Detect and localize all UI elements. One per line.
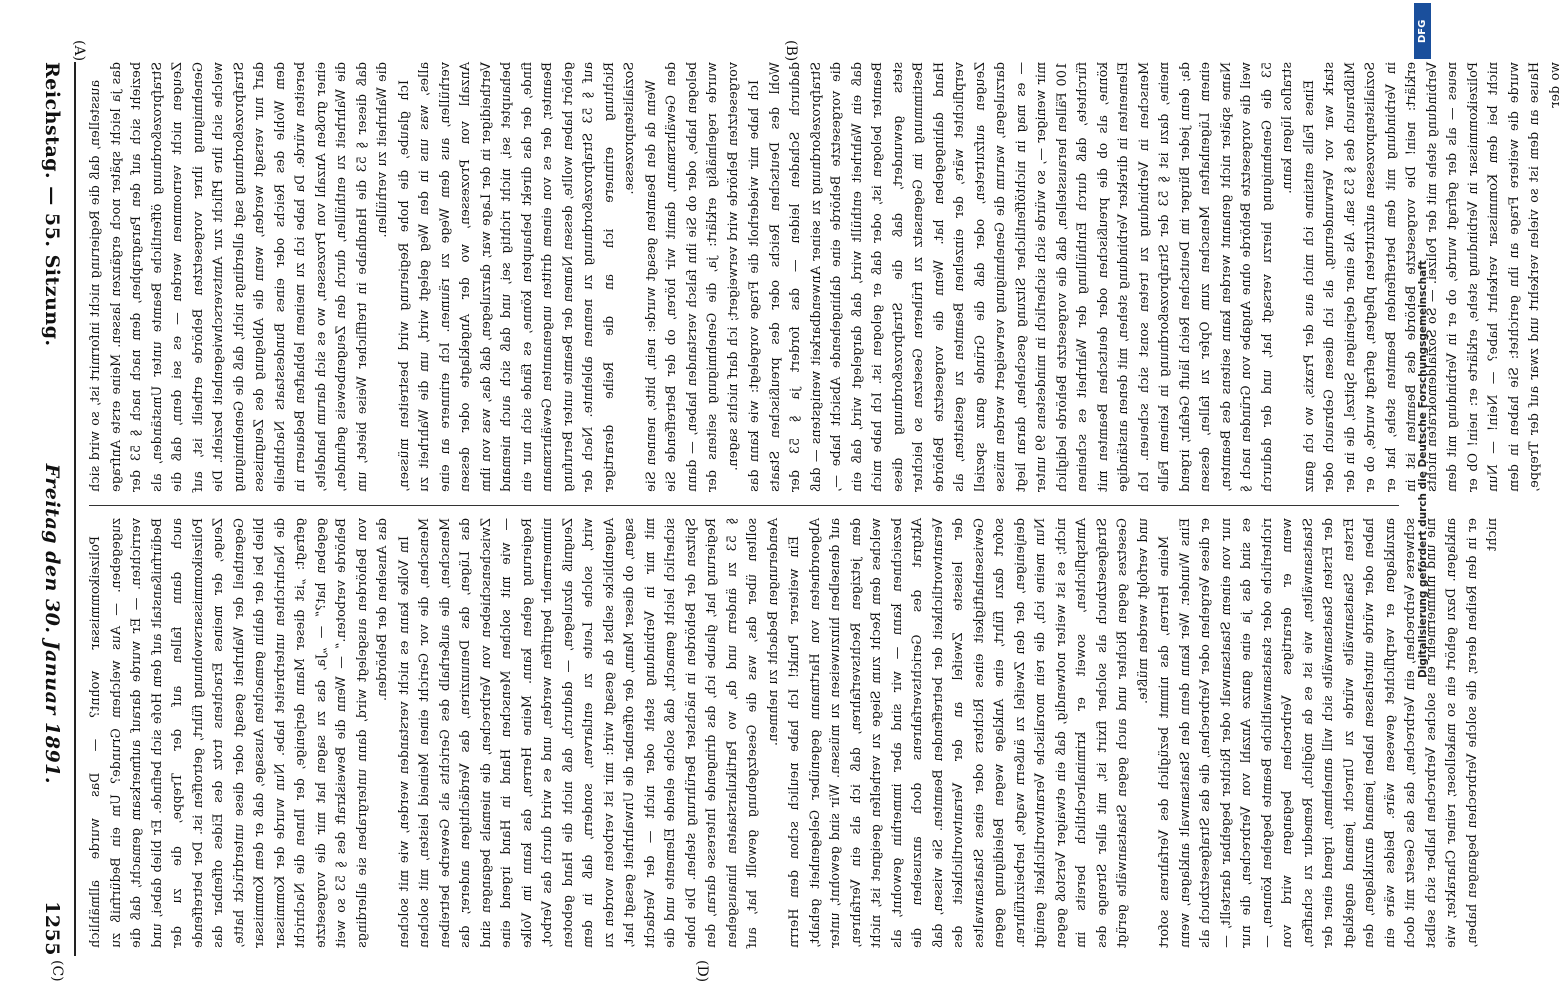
margin-marker-a: (A) [71, 40, 87, 62]
paragraph: Ich habe mir wiederholt die Frage vorgelegt: wie kann das Wohl des Deutschen Reichs oder des preußischen Staats dadurch Schaden leiden — das fordert ja § 53 der Strafprozeßordnung zu seiner Anwendbarkeit wenigstens — daß die vorgesetzte Behörde eine dahingehende Absicht habe —, daß ein Wahrheit enthüllt wird, daß dargelegt wird, daß ein Beamter belogen ist, oder daß er gelogen ist. Ich habe mich stets gewundert, daß die Strafprozeßordnung diese Bestimmung im Gegensatz zu früheren Gesetzen so leichter Hand dahingegeben hat. Wenn die vorgesetzte Behörde verpflichtet wäre, der einzelnen Beamten zu gestatten, als Zeugen aufzutreten, oder daß die Gründe ganz speziell darzulegen, warum die Genehmigung verweigert werden müsse — es mag in nichtöffentlicher Sitzung geschehen, daran liegt mir weniger —, so würde sich sicherlich in mindestens 99 unter 100 Fällen herausstellen, daß die vorgesetzte Behörde lediglich fürchtete, daß durch Enthüllung der Wahrheit es scheinen könne, als ob die preußischen oder deutschen Beamten mit Elementen in direkter Verbindung stehen, mit denen anständige Menschen in Verbindung zu treten sonst sich scheuen. Ich meine, dazu ist § 53 der Strafprozeßordnung in keinem Falle da; denn jeder Bürger im Deutschen Reich läuft Gefahr, irgend einem Lügenhaften Menschen zum Opfer zu fallen, dessen Name später nicht genannt werden kann seitens des Beamten, weil die vorgesetzte Behörde ohne Angabe von Gründen nach § 53 die Genehmigung hierzu versagt hat, und der dadurch straflos lügen kann. [746, 62, 1294, 492]
paragraph: Eines Falls entsinne ich mich aus der Praxis, wo ich ganz stark war vor Verwunderung, als ich diesen Gebrauch oder Mißbrauch des § 53 sah. Als einer derjenigen Spitzel, die in der Sozialistenprozessen aufzutreten pflegten, gefragt wurde, ob er in Verbindung mit dem betreffenden Beamten stehe, hat er erklärt: nein! Die vorgesetzte Behörde des Beamten ist in Verbindung stehe mit der Polizei. — So Sozialdemokraten nichts neues — als der gefragt wurde, ob er in Verbindung mit dem Polizeikommissar in Verbindung stehe, erklärte er: nein! Ob er nicht bei dem Kommissar verkehrt habe? — Nein! — Nun wurde die weitere Frage an ihn gerichtet: Sie haben in dem Hause an dem ist so vielen verkehrt und zwar auf der Treppe, wo der [1300, 62, 1562, 492]
digitization-credit: Digitalisierung gefördert durch die Deutsche Forschungsgemeinschaft [1417, 260, 1429, 678]
paragraph: Im Volke kann es nicht verstanden werden, wie mit solchen Menschen, die vor Gericht einen Meineid leisten, mit solchen Menschen, die außerhalb des Gerichts als Gewerbe betreiben das Lügen, das Denunziren, das Verdächtigen anderer, das Zwischenschieben von Verbrechen, die niemals begangen sind — wie mit solchen Menschen Hand in Hand irgend eine Regierung gehen kann. Meine Herren, das kann im Volke nimmermehr begriffen werden, und es wird durch das Verbot, Zeugniß abzulegen, — dadurch, daß nicht die Hand geboten wird, solche Leute zu entlarven, sondern, daß in dem Augenblicke selbst da gesagt wird: mir ist verboten worden zu sagen, ob dieser Mann, der offenbar die Unwahrheit gesagt hat, mit mir in Verbindung steht oder nicht — der Verdacht sicherlich leicht gemacht, daß solche elende Elemente und die Spitzen der Behörden in nächster Berührung stehen. Die hohe Regierung hat, glaube ich, das dringende Interesse daran, den § 53 zu ändern und da, wo Partikularstaaten hinausgehen sollten über das, was die Gesetzgebung gewollt hat, auf Aenderungen Bedacht zu nehmen. [395, 518, 780, 948]
paragraph: Wenn da den Beamten gesagt wurde: nein, bitte, nennen Sie den Gewährsmann, damit wir hören, ob der Betreffende Sie belogen habe, oder ob Sie ihn falsch verstanden haben, — dann wurde regelmäßig erklärt: ja, die Genehmigung seitens der vorgesetzten Behörde wird verweigert; ich darf nichts sagen. [642, 62, 740, 492]
header-date: Freitag den 30. Januar 1891. [41, 463, 63, 784]
paragraph: Ein weiterer Punkt! Ich habe neulich schon dem Herrn Abgeordneten von Hartmann gegenüber Gelegenheit gehabt, auf denselben hinzuweisen zu müssen. Wir sind gewohnt, unter dem jetzigen Rechtsverfahren, daß ich als ein Verfahren, welches dem Recht zum Siege zu verhelfen geeignet ist, nicht bezeichnen kann — wir sind aber immerhin gewohnt, als Aktgrat des Gerichtsverfahrens doch anzusehen die Verantwortlichkeit der betreffenden Beamten. Sie wissen, daß der leiseste Zweifel an der Verantwortlichkeit des Gewissenhaftigkeit eines Richters oder eines Staatsanwaltes sofort dazu führt, eine Anklage wegen Beleidigung gegen denjenigen, der den Zweifel zu äußern wagte, herbeizuführen. Nun meine ich, die rein moralische Verantwortlichkeit genügt nicht; es ist weiter notwendig, daß ein etwaiger Verstoß gegen Amtspflichten, soweit er kriminalrechtlich bereits im Strafgesetzbuch als solcher fixirt ist, mit aller Strenge des Gesetzes gegen Richter und auch gegen Staatsanwälte gerügt und verfolgt werden müßte. [786, 518, 1150, 948]
dfg-logo: DFG [1414, 3, 1431, 59]
header-rule [74, 62, 76, 956]
paragraph: ausstellen, daß die Regierung nicht informirt ist, so wird sich das ja leicht später noch ergänzen lassen. Meine erste Anfrage bezieht sich auf den Paragraphen, dem nach nach § 53 der Strafprozeßordnung öffentliche Beamte unter Umständen, als Zeugen nicht vernommen werden — es sei denn, daß die Genehmigung ihrer vorgesetzten Behörde ertheilt ist, auf welche sich ihre Pflicht zur Amtsverschwiegenheit bezieht. Die Strafprozeßordnung sagt allerdings nicht, daß die Genehmigung darf nur versagt werden, wenn die Ablegung des Zeugnisses dem Wohle des Reichs oder eines Bundesstaats Nachtheile bereiten würde. Da habe ich zu meinem lebhaften Bedauern in einer großen Anzahl von Prozessen, wo es sich darum handelte, die Wahrheit zu enthüllen, durch den Zeugenbeweis gefunden, daß dieser § 53 die Handhabe in trefflicher Weise bietet, um die Wahrheit zu verhüllen. [87, 62, 389, 492]
margin-marker-d: (D) [694, 960, 710, 983]
right-column [85, 518, 1499, 948]
paragraph: Ich glaube, die hohe Regierung wird bestreiten müssen, alles, was uns in den Weg gelegt wird, um die Wahrheit zu verhüllen, aus dem Wege zu räumen. Ich erinnere an eine Anzahl von Prozessen, wo der Angeklagte oder dessen Vertheidiger in der Lage war, darzulegen, daß das, was von ihm behauptet sei, nicht richtig sei, und daß sich auch niemand finde, der das direkt behaupten könne, es fände sich nur ein Beamter, der es von einem dritten ungenannten Gewährsmann gehört haben wollte, dessen Namen der Beamte unter Berufung auf § 53 Strafprozeßordnung zu nennen ablehnte. Nach der Richtung erinnere ich an die Reihe derartiger Sozialistenprozesse. [395, 62, 636, 492]
margin-marker-b: (B) [783, 40, 799, 62]
paragraph: Polizeikommissar wohnt? — Das wurde allmählich zugegeben. — Aus welchem Grunde? Um ein Bedürfniß zu verrichten. — Er wurde darauf aufmerksam gemacht, daß die Bedürfnißanstalt auf dem Hofe sich befinde. Er blieb dabei, und auch dann fallen auf der Treppe, die zu der Polizeikommissarswohnung führt, getroffen ist. Der betreffende Zeuge, der meines Erachtens trotz des Eides offenbar das Gegentheil der Wahrheit gesagt oder diese unterdrückt hatte, blieb bei der dahin gemachten Aussage, daß er dem Kommissar die Nachrichten unterbreitet habe. Nun wurde der Kommissar gefragt: „ist dieser Mann derjenige, der Ihnen die Nachricht gegeben hat?“ — „Ja, das zu sagen hat mir die vorgesetzte Behörde verboten.“ — Wenn die Beweiskraft des § 53 so weit von Behörden ausgelegt wird, dann untergraben sie allerdings das Ansehen der Behörden. [87, 518, 389, 948]
header-title: Reichstag. — 55. Sitzung. [41, 62, 63, 347]
paragraph: Meine Herren, das nimmt bezüglich des Verfahrens sofort Eins Wunder. Wer kann denn den Staatsanwalt anklagen, wenn er diese Vergehen oder Verbrechen, die das Strafgesetzbuch als nur von einem Staatsanwalt oder Richter begehbar darstellt, — es sind das ja eine ganze Anzahl von Verbrechen, die nur richterliche oder staatsanwaltliche Beamte begehen können, — wenn er derartiges Verbrechen begangen wird von Staatsanwälten, wie ist es da möglich, Remedur zu schaffen, der Ersten Staatsanwälte sich will annehmen, irgend einer der Ersten Staatsanwälte würde zu Unrecht jemand angeklagt haben oder würde unterlassen haben jemand anzuklagen, den anzuklagen er verpflichtet gewesen wäre. Beides wäre ein schweres Verbrechen, ein Verbrechen, das das Gesetz mit doch nie und nimmermehr ein solches Verbrechen halber sich selbst anklagen. Dazu gehört ein so makelloser, reiner Charakter, wie er in den Reihen derer, die solche Verbrechen begangen haben, nicht [1156, 518, 1499, 948]
page-header [35, 62, 69, 956]
page-number: 1255 [41, 901, 63, 956]
column-divider [89, 505, 1399, 506]
margin-marker-c: (C) [49, 960, 65, 982]
